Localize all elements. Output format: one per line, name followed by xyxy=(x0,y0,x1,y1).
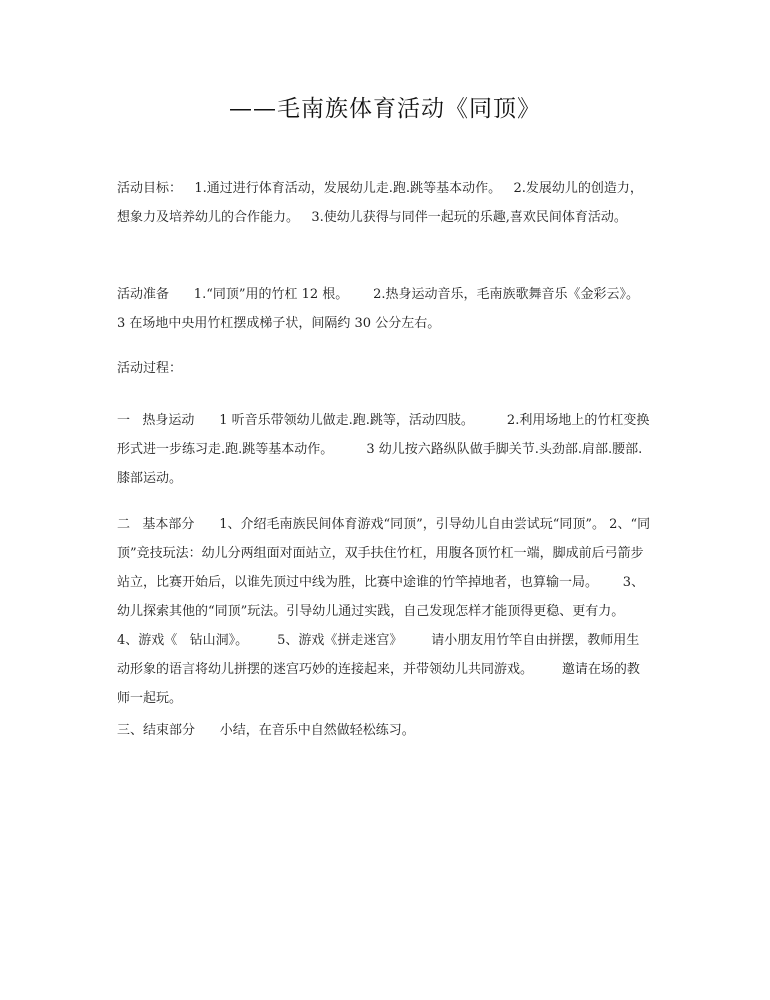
warmup-paragraph: 一 热身运动 1 听音乐带领幼儿做走.跑.跳等，活动四肢。 2.利用场地上的竹杠变换形式进一步练习走.跑.跳等基本动作。 3 幼儿按六路纵队做手脚关节.头劲部.肩部.腰部.膝部运动。 xyxy=(117,413,650,486)
document-title: ——毛南族体育活动《同顶》 xyxy=(229,96,541,122)
activity-goal-paragraph: 活动目标： 1.通过进行体育活动，发展幼儿走.跑.跳等基本动作。 2.发展幼儿的创造力，想象力及培养幼儿的合作能力。 3.使幼儿获得与同伴一起玩的乐趣,喜欢民间体育活动。 xyxy=(117,181,643,225)
basic-part-paragraph: 二 基本部分 1、介绍毛南族民间体育游戏“同顶”，引导幼儿自由尝试玩“同顶”。 2、“同顶”竞技玩法：幼儿分两组面对面站立，双手扶住竹杠，用腹各顶竹杠一端，脚成前后弓箭步站立，比赛开始后，以谁先顶过中线为胜，比赛中途谁的竹竿掉地者，也算输一局。 3、幼儿探索其他的“同顶”玩法。引导幼儿通过实践，自己发现怎样才能顶得更稳、更有力。 4、游戏《 钻山洞》。 5、游戏《拼走迷宫》 请小朋友用竹竿自由拼摆，教师用生动形象的语言将幼儿拼摆的迷宫巧妙的连接起来，并带领幼儿共同游戏。 邀请在场的教师一起玩。 xyxy=(117,517,651,706)
ending-part-paragraph: 三、结束部分 小结，在音乐中自然做轻松练习。 xyxy=(117,723,415,738)
activity-process-heading: 活动过程： xyxy=(117,361,183,376)
activity-preparation-paragraph: 活动准备 1.“同顶”用的竹杠 12 根。 2.热身运动音乐，毛南族歌舞音乐《金彩云》。 3 在场地中央用竹杠摆成梯子状，间隔约 30 公分左右。 xyxy=(117,287,664,331)
